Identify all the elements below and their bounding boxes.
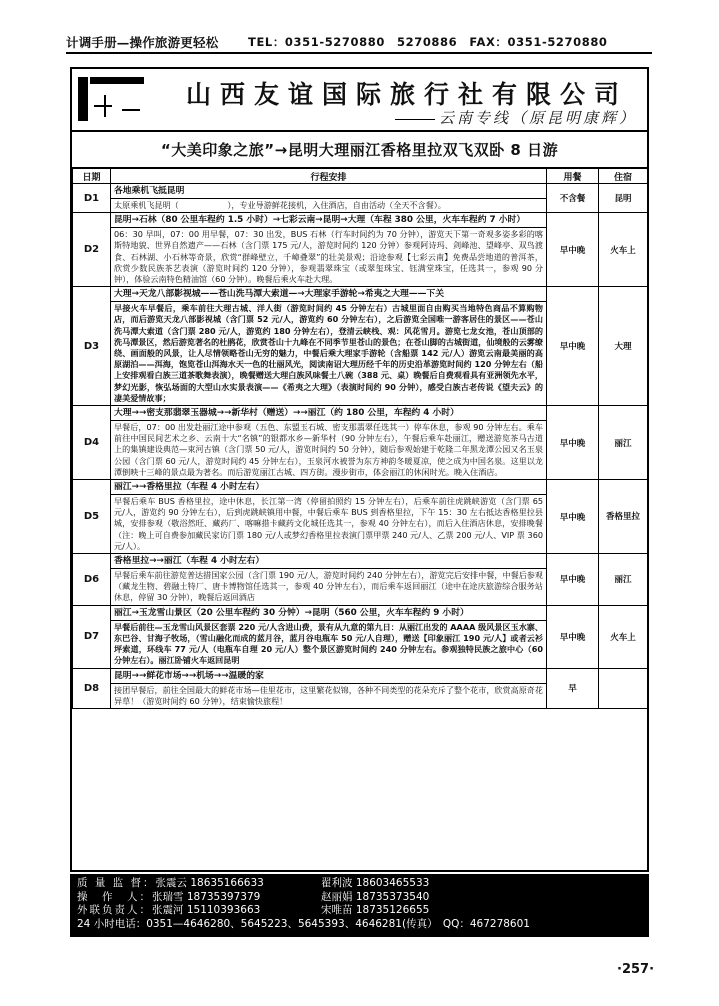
day-label: D1 — [73, 184, 111, 213]
day-hotel: 火车上 — [599, 213, 648, 287]
table-row — [73, 554, 648, 606]
day-plan — [111, 287, 547, 406]
day-title: 各地乘机飞抵昆明 — [111, 184, 546, 199]
day-text: 接团早餐后，前往全国最大的鲜花市场—佳里花市，这里繁花似锦，各种不同类型的花朵充斥了整个花市，欣赏高原奇花异草！（游览时间约 60 分钟），结束愉快旅程！ — [114, 684, 543, 706]
day-label: D8 — [73, 668, 111, 708]
itinerary-table — [72, 168, 648, 709]
day-label: D4 — [73, 406, 111, 480]
day-meal: 早中晚 — [547, 213, 599, 287]
day-text: 太原乘机飞昆明（ ），专业导游鲜花接机，入住酒店，自由活动（全天不含餐）。 — [114, 200, 446, 210]
day-hotel: 香格里拉 — [599, 480, 648, 554]
header-date: 日期 — [73, 169, 111, 184]
tour-title: “大美印象之旅”→昆明大理丽江香格里拉双飞双卧 8 日游 — [72, 132, 647, 168]
table-row — [73, 480, 648, 554]
page-number: ·257· — [617, 962, 655, 977]
day-title: 昆明→→鲜花市场→→机场→→温暖的家 — [111, 669, 546, 684]
footer-value: 张震云 18635166633 — [155, 877, 264, 889]
footer-label: 外联负责人： — [77, 904, 152, 916]
day-hotel: 火车上 — [599, 605, 648, 668]
day-plan — [111, 213, 547, 287]
day-hotel — [599, 668, 648, 708]
itinerary-card — [70, 67, 649, 872]
day-text: 早接火车早餐后，乘车前往大理古城、洋人街（游览时间约 45 分钟左右）古城里面自由购买当地特色商品不算购物店，而后游览天龙八部影视城（含门票 52 元/人，游览约 60 分钟左右），之后游览全国唯一游客居住的景区——苍山洗马潭大索道（含门票 280 元/人，游览约 180 分钟左右），登清云峡栈、观：风花雪月。游览七龙女池，苍山顶部的洗马潭景区，然后游览著名的杜鹃花，欣赏苍山十九峰在不同季节里苍山的景色；在苍山脚的古城街道，仙境般的云雾缭绕、画面般的风景，让人尽情领略苍山无穷的魅力，中餐后乘大理家手游轮（含船票 142 元/人）游览云南最美丽的高原湖泊——洱海，饱览苍山洱海水天一色的壮丽风光，阅读南诏大理历经千年的历史沿革游览时间约 120 分钟左右（船上安排观看白族三道茶歌舞表演），晚餐赠送大理白族风味餐土八碗（388 元、桌）晚餐后自费观看具有亚洲领先水平，梦幻光影，恢弘场面的大型山水实景表演——《希夷之大理》（表演时间约 90 分钟），感受白族古老传说《望夫云》的凄美爱情故事； — [114, 303, 543, 403]
day-title: 大理→天龙八部影视城——苍山洗马潭大索道—→大理家手游轮→希夷之大理——下关 — [111, 287, 546, 302]
footer-row — [77, 904, 649, 918]
footer-value: 张震河 15110393663 — [152, 904, 261, 916]
day-text: 早餐后乘车 BUS 香格里拉，途中休息，长江第一湾（停留拍照约 15 分钟左右），后乘车前往虎跳峡游览（含门票 65 元/人，游览约 90 分钟左右），后到虎跳峡镇用中餐，中餐后乘车 BUS 到香格里拉，下午 15：30 左右抵达香格里拉县城，安排参观（敬浴然旺、藏药厂、喀嘛措卡藏药文化城任选其一，参观 40 分钟左右），而后入住酒店休息，安排晚餐（注：晚上可自费参加藏民家访门票 180 元/人或梦幻香格里拉表演门票甲票 240 元/人、乙票 200 元/人、VIP 票 360 元/人）。 — [114, 496, 543, 551]
day-plan — [111, 554, 547, 606]
day-label: D2 — [73, 213, 111, 287]
day-text: 早餐后前往—玉龙雪山风景区套票 220 元/人含进山费，景有从九意的第九日：从丽江出发的 AAAA 级风景区玉水寨、东巴谷、甘海子牧场，（雪山融化而成的蓝月谷，蓝月谷电瓶车 50 元/人自理），赠送【印象丽江 190 元/人】或者云衫坪索道，环线车 77 元/人（电瓶车自理 20 元/人）整个景区游览时间约 240 分钟左右。参观独特民族之旅中心（60 分钟左右）。丽江卧铺火车返回昆明 — [114, 621, 543, 666]
day-hotel: 大理 — [599, 287, 648, 406]
table-row — [73, 668, 648, 708]
day-text: 早餐后，07：00 出发赴丽江途中参观（五色、东盟玉石城、密支那翡翠任选其一）停车休息，参观 90 分钟左右。乘车前往中国民间艺术之乡、云南十大“名镇”的银都水乡—新华村（90 分钟左右），午餐后乘车赴丽江，赠送游览茶马古道上的集镇建设典范—束河古镇（含门票 50 元/人，游览时间约 50 分钟），随后参观始建于乾隆二年黑龙潭公园又名玉泉公园（含门票 60 元/人，游览时间约 45 分钟左右），玉泉河水被誉为东方神韵冬暖夏凉，使之成为中国名泉。这里以龙潭倒映十三峰的景点最为著名。而后游览丽江古城、四方街。漫步街市，体会丽江的休闲时光。晚入住酒店。 — [114, 422, 543, 477]
day-meal: 早中晚 — [547, 605, 599, 668]
table-row — [73, 184, 648, 213]
table-row — [73, 213, 648, 287]
footer-value: 张瑞雪 18735397379 — [152, 890, 261, 903]
day-plan — [111, 406, 547, 480]
footer-row — [77, 877, 649, 891]
day-plan — [111, 184, 547, 213]
day-title: 大理→→密支那翡翠玉器城→→新华村（赠送）→→丽江（约 180 公里，车程约 4 小时） — [111, 406, 546, 421]
day-title: 丽江→玉龙雪山景区（20 公里车程约 30 分钟）→昆明（560 公里，火车车程约 9 小时） — [111, 606, 546, 621]
day-text: 早餐后乘车前往游览普达措国家公园（含门票 190 元/人，游览时间约 240 分钟左右），游览完后安排中餐，中餐后参观（藏龙生物、碧融土特厂、唐卡博物馆任选其一，参观 40 分钟左右），而后乘车返回丽江（途中在途庆旅游综合服务站休息，停留 30 分钟），晚餐后返回酒店 — [114, 570, 543, 603]
day-meal: 早 — [547, 668, 599, 708]
header-hotel: 住宿 — [599, 169, 648, 184]
company-logo-icon — [78, 75, 166, 125]
day-label: D7 — [73, 605, 111, 668]
table-row — [73, 406, 648, 480]
day-label: D3 — [73, 287, 111, 406]
day-title: 香格里拉→→丽江（车程 4 小时左右） — [111, 554, 546, 569]
day-label: D5 — [73, 480, 111, 554]
footer-row — [77, 891, 649, 905]
header-bar — [66, 31, 652, 53]
footer-hotline: 24 小时电话：0351—4646280、5645223、5645393、4646281(传真） QQ：467278601 — [77, 917, 530, 930]
day-hotel: 昆明 — [599, 184, 648, 213]
footer-value: 翟利波 18603465533 — [321, 877, 430, 889]
day-meal: 早中晚 — [547, 287, 599, 406]
subline-text: 云南专线（原昆明康辉） — [438, 109, 637, 127]
day-plan — [111, 668, 547, 708]
day-title: 昆明→石林（80 公里车程约 1.5 小时）→七彩云南→昆明→大理（车程 380 公里，火车车程约 7 小时） — [111, 213, 546, 228]
day-title: 丽江→→香格里拉（车程 4 小时左右） — [111, 480, 546, 495]
table-row — [73, 287, 648, 406]
header-meal: 用餐 — [547, 169, 599, 184]
footer-value: 赵丽娟 18735373540 — [321, 890, 430, 903]
contact-footer — [70, 874, 649, 937]
footer-label: 操 作 人： — [77, 890, 152, 903]
company-name: 山西友谊国际旅行社有限公司 — [185, 80, 628, 109]
day-hotel: 丽江 — [599, 406, 648, 480]
company-subline — [395, 107, 637, 128]
day-plan — [111, 605, 547, 668]
day-meal: 早中晚 — [547, 480, 599, 554]
header-rule — [66, 52, 652, 54]
day-plan — [111, 480, 547, 554]
company-banner — [72, 69, 647, 132]
header-plan: 行程安排 — [111, 169, 547, 184]
table-row — [73, 605, 648, 668]
table-header-row — [73, 169, 648, 184]
header-contact: TEL：0351-5270880 5270886 FAX：0351-5270880 — [248, 35, 608, 49]
day-meal: 早中晚 — [547, 406, 599, 480]
day-meal: 早中晚 — [547, 554, 599, 606]
day-text: 06：30 早叫，07：00 用早餐，07：30 出发，BUS 石林（行车时间约为 70 分钟），游览天下第一奇观多姿多彩的喀斯特地貌、世界自然遗产——石林（含门票 175 元/人，游览时间约 120 分钟）参观阿诗玛、剑峰池、望峰亭、双鸟渡食、石林湖、小石林等奇景，欣赏“群峰壁立，千嶂叠翠”的壮美景观；沿途参观【七彩云南】免费品尝地道的普洱茶，欣赏少数民族茶艺表演（游览时间约 120 分钟），参观翡翠珠宝（或翠玺珠宝、钰满堂珠宝，任选其一，参观 90 分钟），体验云南特色精油馆（60 分钟）。晚餐后乘火车赴大理。 — [114, 229, 543, 285]
footer-value: 宋唯苗 18735126655 — [321, 904, 430, 916]
footer-label: 质 量 监 督： — [77, 877, 156, 889]
day-meal: 不含餐 — [547, 184, 599, 213]
day-hotel: 丽江 — [599, 554, 648, 606]
day-label: D6 — [73, 554, 111, 606]
header-slogan: 计调手册—操作旅游更轻松 — [66, 35, 219, 50]
